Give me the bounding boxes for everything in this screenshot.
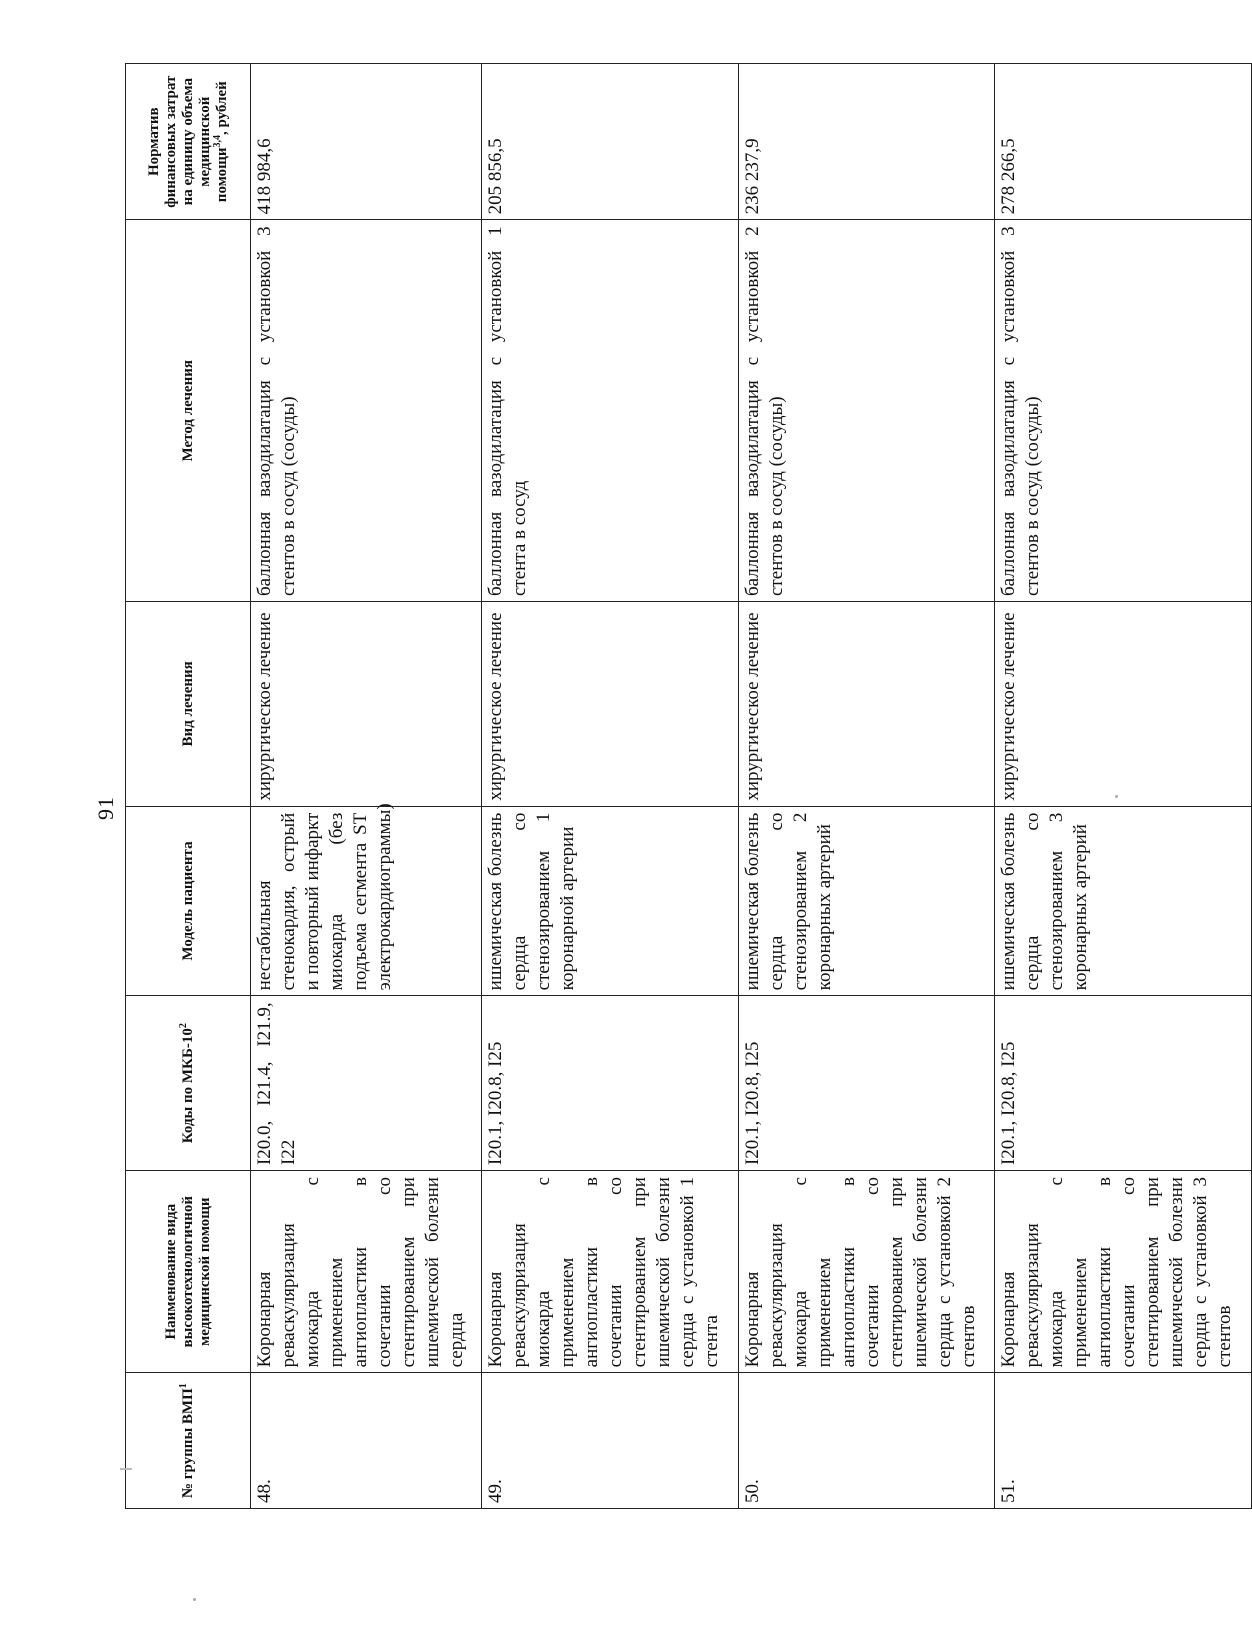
cell-codes: I20.1, I20.8, I25 [482, 996, 739, 1171]
table-row [995, 64, 1252, 1509]
cell-group: 49. [482, 1373, 739, 1509]
cell-method: баллонная вазодилатация с установкой 1 стента в сосуд [482, 220, 739, 602]
cell-method: баллонная вазодилатация с установкой 3 стентов в сосуд (сосуды) [995, 220, 1252, 602]
table-row [251, 64, 482, 1509]
cell-codes: I20.1, I20.8, I25 [738, 996, 995, 1171]
vmp-table [125, 63, 1252, 1509]
cell-norm: 278 266,5 [995, 64, 1252, 220]
cell-method: баллонная вазодилатация с установкой 2 стентов в сосуд (сосуды) [738, 220, 995, 602]
cell-name: Коронарная реваскуляризация миокарда с применением ангиопластики в сочетании со стентированием при ишемической болезни сердца с установкой 3 стентов [995, 1171, 1252, 1373]
cell-name: Коронарная реваскуляризация миокарда с применением ангиопластики в сочетании со стентированием при ишемической болезни сердца [251, 1171, 482, 1373]
header-group: № группы ВМП$^1$ [126, 1373, 251, 1509]
scan-mark [120, 1468, 132, 1470]
cell-model: ишемическая болезнь сердца со стенозированием 1 коронарной артерии [482, 806, 739, 996]
cell-codes: I20.1, I20.8, I25 [995, 996, 1252, 1171]
cell-group: 48. [251, 1373, 482, 1509]
table-row [738, 64, 995, 1509]
page-number: 91 [93, 796, 118, 820]
cell-model: ишемическая болезнь сердца со стенозированием 2 коронарных артерий [738, 806, 995, 996]
cell-method: баллонная вазодилатация с установкой 3 стентов в сосуд (сосуды) [251, 220, 482, 602]
scan-dot [1115, 795, 1118, 798]
rotated-table-container [125, 63, 1252, 1509]
cell-treat-type: хирургическое лечение [482, 602, 739, 807]
cell-treat-type: хирургическое лечение [738, 602, 995, 807]
header-codes: Коды по МКБ-$10^2$ [126, 996, 251, 1171]
cell-codes: I20.0, I21.4, I21.9, I22 [251, 996, 482, 1171]
cell-group: 50. [738, 1373, 995, 1509]
cell-group: 51. [995, 1373, 1252, 1509]
cell-name: Коронарная реваскуляризация миокарда с применением ангиопластики в сочетании со стентированием при ишемической болезни сердца с установкой 1 стента [482, 1171, 739, 1373]
cell-norm: 236 237,9 [738, 64, 995, 220]
header-name: Наименование вида высокотехнологичной медицинской помощи [126, 1171, 251, 1373]
table-row [482, 64, 739, 1509]
cell-norm: 205 856,5 [482, 64, 739, 220]
cell-treat-type: хирургическое лечение [251, 602, 482, 807]
header-norm: Норматив финансовых затрат на единицу объема медицинской помощи$^{3,4}$, рублей [126, 64, 251, 220]
header-treat-type: Вид лечения [126, 602, 251, 807]
header-model: Модель пациента [126, 806, 251, 996]
header-method: Метод лечения [126, 220, 251, 602]
cell-treat-type: хирургическое лечение [995, 602, 1252, 807]
table-header-row [126, 64, 251, 1509]
cell-model: нестабильная стенокардия, острый и повторный инфаркт миокарда (без подъема сегмента ST электрокардиограммы) [251, 806, 482, 996]
scan-dot [193, 1598, 196, 1601]
cell-name: Коронарная реваскуляризация миокарда с применением ангиопластики в сочетании со стентированием при ишемической болезни сердца с установкой 2 стентов [738, 1171, 995, 1373]
cell-model: ишемическая болезнь сердца со стенозированием 3 коронарных артерий [995, 806, 1252, 996]
cell-norm: 418 984,6 [251, 64, 482, 220]
